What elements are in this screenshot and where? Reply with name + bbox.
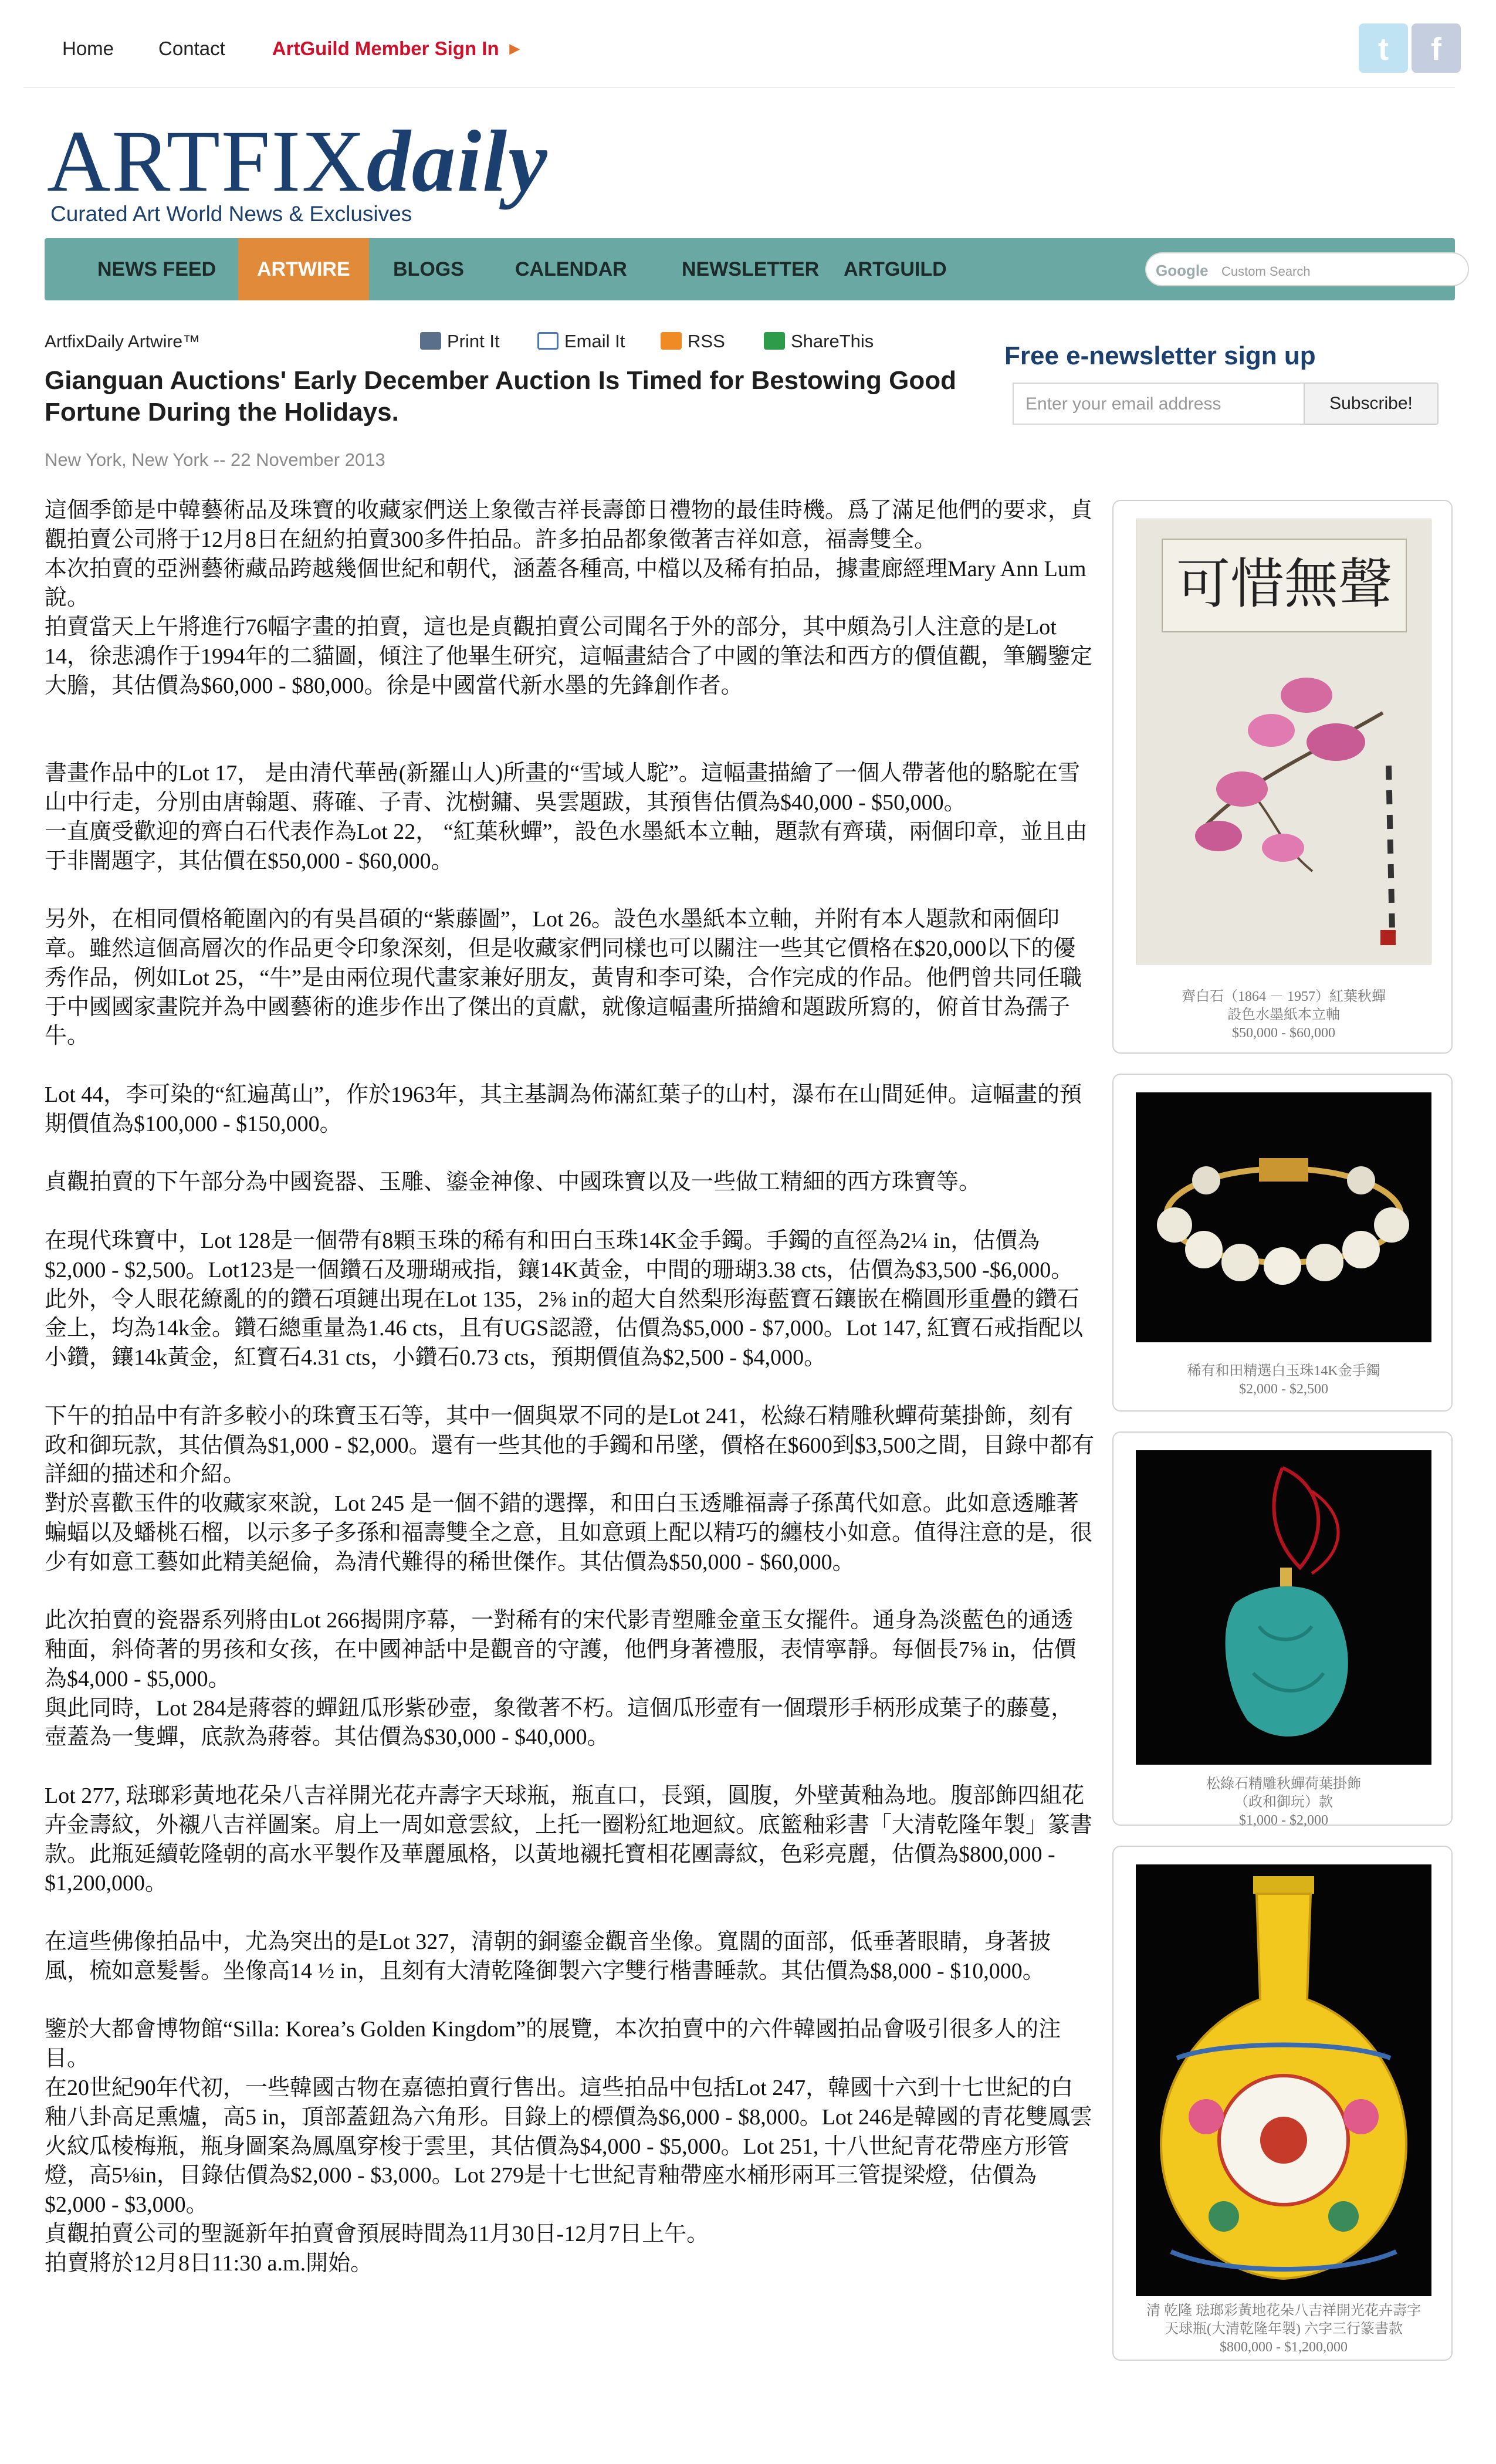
paragraph: 鑒於大都會博物館“Silla: Korea’s Golden Kingdom”的展覽，本次拍賣中的六件韓國拍品會吸引很多人的注目。 — [45, 2017, 1061, 2072]
twitter-icon[interactable]: t — [1359, 23, 1408, 73]
paragraph: 拍賣當天上午將進行76幅字畫的拍賣，這也是貞觀拍賣公司聞名于外的部分，其中頗為引人注意的是Lot 14，徐悲鴻作于1994年的二貓圖，傾注了他畢生研究，這幅畫結合了中國的筆法和西方的價值觀，筆觸鑒定大膽，其估價為$60,000 - $80,000。徐是中國當代新水墨的先鋒創作者。 — [45, 615, 1093, 698]
rss-label: RSS — [688, 331, 725, 351]
top-bar — [23, 0, 1455, 88]
email-button[interactable] — [537, 331, 625, 352]
logo-wordmark — [47, 113, 549, 210]
home-link[interactable]: Home — [62, 38, 114, 59]
caption-line: 齊白石（1864 － 1957）紅葉秋蟬 — [1182, 989, 1386, 1004]
logo-tagline: Curated Art World News & Exclusives — [50, 202, 412, 226]
paragraph: Lot 44，李可染的“紅遍萬山”，作於1963年，其主基調為佈滿紅葉子的山村，瀑布在山間延伸。這幅畫的預期價值為$100,000 - $150,000。 — [45, 1082, 1082, 1136]
artwork-card[interactable] — [1112, 1074, 1453, 1412]
paragraph: 一直廣受歡迎的齊白石代表作為Lot 22， “紅葉秋蟬”，設色水墨紙本立軸，題款有齊璜，兩個印章，並且由于非闇題字，其估價在$50,000 - $60,000。 — [45, 819, 1088, 874]
section-label: ArtfixDaily Artwire™ — [45, 332, 201, 351]
nav-artwire[interactable]: ARTWIRE — [238, 238, 369, 300]
play-arrow-icon: ▶ — [509, 41, 520, 56]
article-title: Gianguan Auctions' Early December Auction Is Timed for Bestowing Good Fortune During the Holidays. — [45, 366, 956, 427]
article-body — [45, 496, 1095, 2279]
pendant-image — [1136, 1450, 1431, 1765]
printer-icon — [420, 332, 441, 350]
rss-button[interactable] — [661, 331, 725, 352]
paragraph: 書畫作品中的Lot 17， 是由清代華喦(新羅山人)所畫的“雪域人駝”。這幅畫描繪了一個人帶著他的駱駝在雪山中行走，分別由唐翰題、蔣確、子青、沈樹鏞、吳雲題跋，其預售估價為$40,000 - $50,000。 — [45, 761, 1080, 815]
contact-link[interactable]: Contact — [158, 38, 225, 59]
caption-line: 清 乾隆 琺瑯彩黃地花朵八吉祥開光花卉壽字 — [1146, 2303, 1421, 2319]
caption-price: $50,000 - $60,000 — [1232, 1025, 1335, 1041]
paragraph: 本次拍賣的亞洲藝術藏品跨越幾個世紀和朝代，涵蓋各種高, 中檔以及稀有拍品，據畫廊經理Mary Ann Lum 說。 — [45, 556, 1087, 611]
svg-text:可惜無聲: 可惜無聲 — [1176, 553, 1393, 615]
caption-price: $2,000 - $2,500 — [1239, 1382, 1328, 1397]
paragraph: 下午的拍品中有許多較小的珠寶玉石等，其中一個與眾不同的是Lot 241，松綠石精雕秋蟬荷葉掛飾，刻有政和御玩款，其估價為$1,000 - $2,000。還有一些其他的手鐲和吊墜，價格在$600到$3,500之間，目錄中都有詳細的描述和介紹。 — [45, 1403, 1095, 1487]
nav-blogs[interactable]: BLOGS — [393, 258, 464, 280]
top-nav — [62, 38, 520, 60]
share-button[interactable] — [764, 331, 874, 352]
member-signin-link[interactable] — [272, 38, 520, 60]
logo-word-daily: daily — [366, 113, 549, 210]
paragraph: 與此同時，Lot 284是蔣蓉的蟬鈕瓜形紫砂壺，象徵著不朽。這個瓜形壺有一個環形手柄形成葉子的藤蔓，壺蓋為一隻蟬，底款為蔣蓉。其估價為$30,000 - $40,000。 — [45, 1695, 1074, 1750]
artwork-card[interactable] — [1112, 500, 1453, 1054]
artwork-card[interactable] — [1112, 1846, 1453, 2361]
envelope-icon — [537, 332, 559, 350]
site-logo[interactable] — [47, 113, 549, 226]
nav-calendar[interactable]: CALENDAR — [515, 258, 627, 280]
facebook-icon[interactable]: f — [1412, 23, 1461, 73]
paragraph: 對於喜歡玉件的收藏家來說，Lot 245 是一個不錯的選擇，和田白玉透雕福壽子孫萬代如意。此如意透雕著蝙蝠以及蟠桃石榴，以示多子多孫和福壽雙全之意，且如意頭上配以精巧的纏枝小如意。值得注意的是，很少有如意工藝如此精美絕倫，為清代難得的稀世傑作。其估價為$50,000 - $60,000。 — [45, 1491, 1093, 1575]
paragraph: 貞觀拍賣的下午部分為中國瓷器、玉雕、鎏金神像、中國珠寶以及一些做工精細的西方珠寶等。 — [45, 1170, 981, 1195]
caption-line: 稀有和田精選白玉珠14K金手鐲 — [1187, 1363, 1380, 1379]
search-placeholder: Custom Search — [1221, 264, 1311, 279]
caption-line: 松綠石精雕秋蟬荷葉掛飾 — [1206, 1776, 1361, 1792]
paragraph: 在20世紀90年代初，一些韓國古物在嘉德拍賣行售出。這些拍品中包括Lot 247，韓國十六到十七世紀的白釉八卦高足熏爐，高5 in，頂部蓋鈕為六角形。目錄上的標價為$6,000 - $8,000。Lot 246是韓國的青花雙鳳雲火紋瓜棱梅瓶，瓶身圖案為鳳凰穿梭于雲里，其估價為$4,000 - $5,000。Lot 251, 十八世紀青花帶座方形管燈，高5⅛in，目錄估價為$2,000 - $3,000。Lot 279是十七世紀青釉帶座水桶形兩耳三管提梁燈，估價為$2,000 - $3,000。 — [45, 2076, 1092, 2218]
artwork-card[interactable] — [1112, 1431, 1453, 1826]
rss-icon — [661, 332, 682, 350]
painting-image — [1136, 519, 1431, 964]
card-caption — [1125, 1775, 1442, 1830]
paragraph: 在現代珠寶中，Lot 128是一個帶有8顆玉珠的稀有和田白玉珠14K金手鐲。手鐲的直徑為2¼ in，估價為$2,000 - $2,500。Lot123是一個鑽石及珊瑚戒指，鑲14K黃金，中間的珊瑚3.38 cts，估價為$3,500 -$6,000。此外，令人眼花繚亂的的鑽石項鏈出現在Lot 135，2⅝ in的超大自然梨形海藍寶石鑲嵌在橢圓形重疊的鑽石金上，均為14k金。鑽石總重量為1.46 cts，且有UGS認證，估價為$5,000 - $7,000。Lot 147, 紅寶石戒指配以小鑽，鑲14k黃金，紅寶石4.31 cts，小鑽石0.73 cts，預期價值為$2,500 - $4,000。 — [45, 1228, 1084, 1370]
caption-price: $1,000 - $2,000 — [1239, 1813, 1328, 1828]
article-dateline: New York, New York -- 22 November 2013 — [45, 449, 385, 470]
bracelet-image — [1136, 1092, 1431, 1342]
email-label: Email It — [564, 331, 625, 351]
share-label: ShareThis — [791, 331, 874, 351]
caption-price: $800,000 - $1,200,000 — [1220, 2340, 1348, 2355]
share-icon — [764, 332, 785, 350]
logo-word-artfix: ARTFIX — [47, 113, 367, 210]
paragraph: 拍賣將於12月8日11:30 a.m.開始。 — [45, 2250, 373, 2276]
subscribe-button[interactable]: Subscribe! — [1304, 383, 1439, 425]
card-caption — [1125, 988, 1442, 1043]
paragraph: Lot 277, 琺瑯彩黃地花朵八吉祥開光花卉壽字天球瓶，瓶直口，長頸，圓腹，外壁黃釉為地。腹部飾四組花卉金壽紋，外襯八吉祥圖案。肩上一周如意雲紋，上托一圈粉紅地迴紋。底籃釉彩書「大清乾隆年製」篆書款。此瓶延續乾隆朝的高水平製作及華麗風格，以黃地襯托寶相花團壽紋，色彩亮麗，估價為$800,000 - $1,200,000。 — [45, 1783, 1093, 1896]
caption-line: 設色水墨紙本立軸 — [1227, 1007, 1340, 1023]
vase-image — [1136, 1864, 1431, 2296]
nav-newsletter[interactable]: NEWSLETTER — [682, 258, 820, 280]
paragraph: 在這些佛像拍品中，尤為突出的是Lot 327，清朝的銅鎏金觀音坐像。寬闊的面部，低垂著眼睛，身著披風，梳如意髮髻。坐像高14 ½ in，且刻有大清乾隆御製六字雙行楷書睡款。其估價為$8,000 - $10,000。 — [45, 1930, 1051, 1984]
main-nav — [45, 238, 1455, 300]
google-logo: Google — [1156, 262, 1209, 279]
newsletter-title: Free e-newsletter sign up — [1004, 341, 1316, 370]
member-signin-label: ArtGuild Member Sign In — [272, 38, 499, 59]
search-input[interactable] — [1145, 252, 1469, 286]
card-caption — [1125, 1362, 1442, 1399]
email-field[interactable]: Enter your email address — [1013, 383, 1304, 425]
paragraph: 這個季節是中韓藝術品及珠寶的收藏家們送上象徵吉祥長壽節日禮物的最佳時機。爲了滿足他們的要求，貞觀拍賣公司將于12月8日在紐約拍賣300多件拍品。許多拍品都象徵著吉祥如意，福壽雙全。 — [45, 498, 1093, 552]
paragraph: 另外，在相同價格範圍內的有吳昌碩的“紫藤圖”，Lot 26。設色水墨紙本立軸，并附有本人題款和兩個印章。雖然這個高層次的作品更令印象深刻，但是收藏家們同樣也可以關注一些其它價格在$20,000以下的優秀作品，例如Lot 25，“牛”是由兩位現代畫家兼好朋友，黃胄和李可染，合作完成的作品。他們曾共同任職于中國國家畫院并為中國藝術的進步作出了傑出的貢獻，就像這幅畫所描繪和題跋所寫的，俯首甘為孺子牛。 — [45, 907, 1082, 1049]
print-label: Print It — [447, 331, 500, 351]
caption-line: （政和御玩）款 — [1234, 1795, 1333, 1810]
caption-line: 天球瓶(大清乾隆年製) 六字三行篆書款 — [1165, 2321, 1403, 2337]
paragraph: 此次拍賣的瓷器系列將由Lot 266揭開序幕，一對稀有的宋代影青塑雕金童玉女擺件。通身為淡藍色的通透釉面，斜倚著的男孩和女孩，在中國神話中是觀音的守護，他們身著禮服，表情寧靜。每個長7⅝ in，估價為$4,000 - $5,000。 — [45, 1608, 1077, 1691]
nav-artguild[interactable]: ARTGUILD — [844, 258, 947, 280]
paragraph: 貞觀拍賣公司的聖誕新年拍賣會預展時間為11月30日-12月7日上午。 — [45, 2222, 709, 2247]
print-button[interactable] — [420, 331, 500, 352]
card-caption — [1125, 2302, 1442, 2357]
nav-news-feed[interactable]: NEWS FEED — [97, 258, 216, 280]
